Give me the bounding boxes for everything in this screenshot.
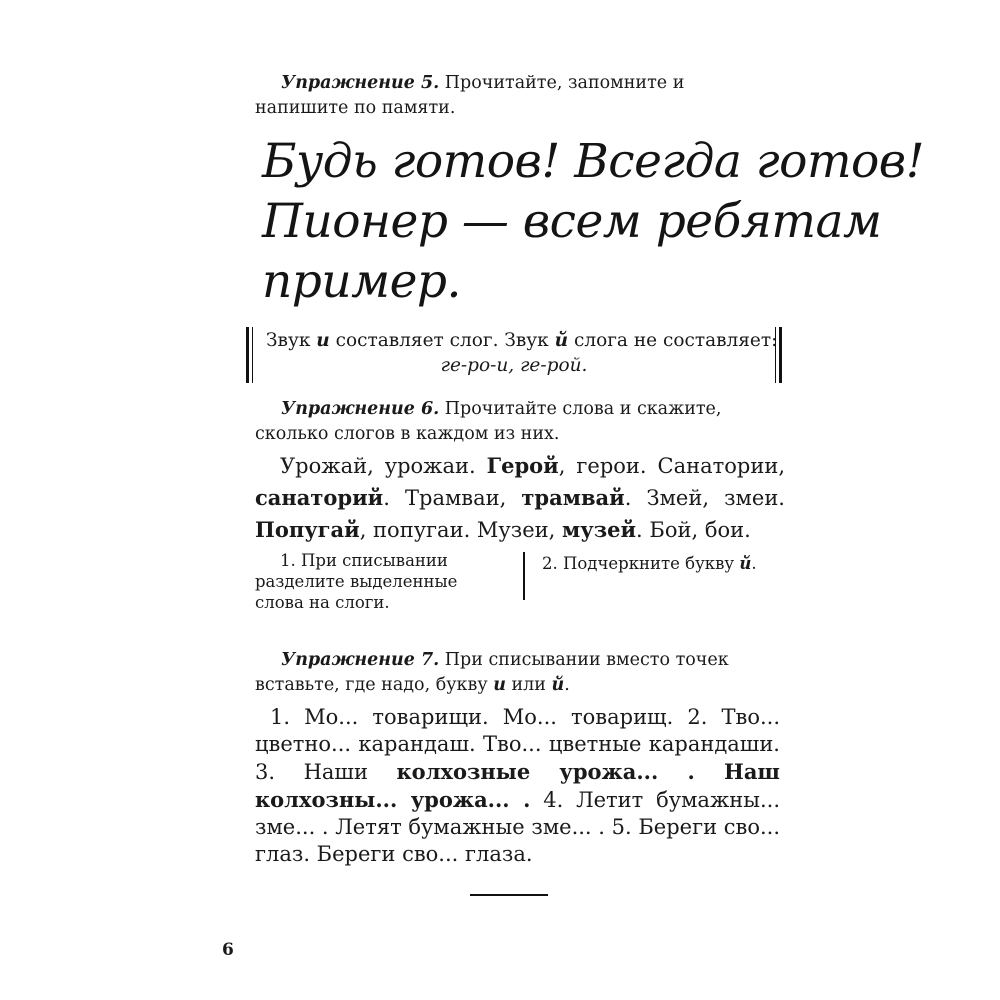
cursive-sample: [262, 132, 925, 312]
rule-example: ге-ро-и, ге-рой.: [440, 355, 588, 376]
exercise-6-heading: [255, 397, 780, 447]
word-segment: . Трамваи,: [383, 486, 522, 510]
task-2-text: 2. Подчеркните букву: [542, 554, 740, 573]
exercise-7-label: Упражнение 7.: [281, 650, 440, 670]
highlighted-word: трамвай: [521, 485, 625, 510]
cursive-line-2: Пионер — всем ребятам: [262, 194, 882, 249]
rule-sound-y: й: [554, 330, 569, 351]
task-2-letter: й: [739, 554, 752, 573]
rule-text-part: Звук: [266, 330, 317, 351]
exercise-7-text: 4. Летит бумажны... зме... . Летят бумажные зме... . 5. Береги сво... глаз. Береги сво... глаза.: [255, 788, 781, 866]
rule-box: [246, 327, 782, 383]
word-segment: . Змей, змеи.: [624, 486, 785, 510]
exercise-7-heading: [255, 648, 780, 698]
cursive-line-1: Будь готов! Всегда готов!: [262, 134, 925, 189]
word-segment: , герои. Санатории,: [558, 454, 785, 478]
exercise-7-letter-y: й: [551, 675, 565, 695]
exercise-6-tasks: [255, 550, 780, 620]
highlighted-word: музей: [562, 517, 637, 542]
task-2-suffix: .: [751, 554, 757, 573]
exercise-5-label: Упражнение 5.: [281, 73, 440, 93]
exercise-7-text: При списывании вместо точек вставьте, где надо, букву: [255, 650, 729, 695]
cursive-line-3: пример.: [262, 254, 461, 309]
task-divider: [523, 552, 525, 600]
exercise-6-label: Упражнение 6.: [281, 399, 440, 419]
rule-text-part: слога не составляет:: [568, 330, 778, 351]
exercise-7-sentences: [255, 704, 780, 868]
word-segment: , попугаи. Музеи,: [359, 518, 563, 542]
exercise-7-bold-text: колхозные урожа... . Наш колхозны... урожа... .: [255, 759, 780, 812]
word-segment: . Бой, бои.: [636, 518, 751, 542]
section-end-rule: [470, 894, 548, 896]
exercise-6-word-list: [255, 450, 785, 546]
exercise-7-text: или: [505, 675, 552, 695]
exercise-7-body: [255, 704, 780, 868]
word-segment: Урожай, урожаи.: [280, 454, 487, 478]
exercise-6-words: [255, 450, 785, 546]
exercise-5-instruction: Прочитайте, запомните и напишите по памяти.: [255, 73, 685, 118]
rule-text: [266, 329, 778, 353]
highlighted-word: Попугай: [255, 517, 360, 542]
exercise-5-heading: [255, 71, 780, 121]
page-number: 6: [222, 940, 234, 960]
rule-text-part: составляет слог. Звук: [329, 330, 555, 351]
exercise-6-instruction: Прочитайте слова и скажите, сколько слогов в каждом из них.: [255, 399, 722, 444]
exercise-7-text: 1. Мо... товарищи. Мо... товарищ. 2. Тво... цветно... карандаш. Тво... цветные карандаши. 3. Наши: [255, 705, 780, 784]
exercise-7-letter-i: и: [493, 675, 506, 695]
task-2: [542, 553, 782, 574]
task-1: 1. При списывании разделите выделенные слова на слоги.: [255, 551, 458, 612]
rule-sound-i: и: [316, 330, 330, 351]
exercise-7-text: .: [564, 675, 570, 695]
highlighted-word: Герой: [486, 453, 559, 478]
highlighted-word: санаторий: [255, 485, 384, 510]
